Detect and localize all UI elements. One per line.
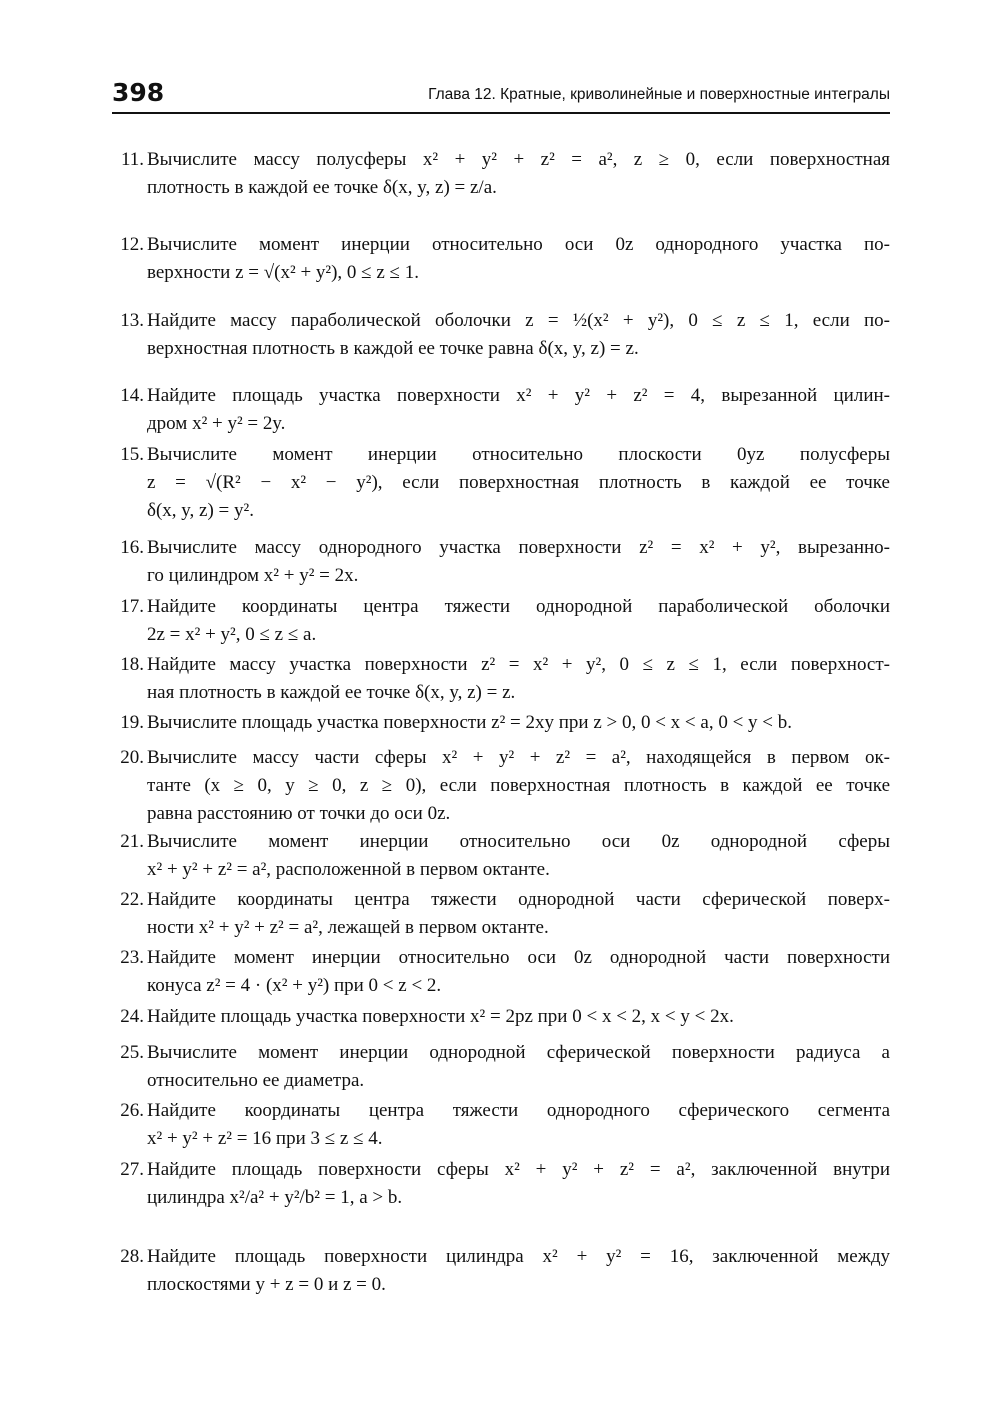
problem-number: 23. bbox=[120, 947, 144, 968]
page-number: 398 bbox=[112, 78, 165, 107]
problem-text-line: Вычислите момент инерции относительно оси 0z однородного участка по- bbox=[147, 234, 890, 255]
problem-text-line: Найдите координаты центра тяжести однородного сферического сегмента bbox=[147, 1100, 890, 1121]
problem-text bbox=[147, 146, 890, 202]
problem-text-line: Найдите площадь поверхности сферы x² + y² + z² = a², заключенной внутри bbox=[147, 1159, 890, 1180]
problem-text bbox=[147, 1097, 890, 1153]
problem-text-line: Вычислите момент инерции относительно оси 0z однородной сферы bbox=[147, 831, 890, 852]
problem-number: 28. bbox=[120, 1246, 144, 1267]
problem-text-line: Вычислите массу однородного участка поверхности z² = x² + y², вырезанно- bbox=[147, 537, 890, 558]
problem-text bbox=[147, 593, 890, 649]
problem-text-line: Найдите массу участка поверхности z² = x² + y², 0 ≤ z ≤ 1, если поверхност- bbox=[147, 654, 890, 675]
problem-text-line: цилиндра x²/a² + y²/b² = 1, a > b. bbox=[147, 1187, 403, 1208]
problem-text bbox=[147, 231, 890, 287]
problem-text bbox=[147, 1156, 890, 1212]
problem-number: 16. bbox=[120, 537, 144, 558]
problem-text bbox=[147, 709, 890, 737]
problem-text-line: ности x² + y² + z² = a², лежащей в первом октанте. bbox=[147, 917, 549, 938]
problem-number: 11. bbox=[120, 149, 144, 170]
problem-text-line: Найдите площадь участка поверхности x² = 2pz при 0 < x < 2, x < y < 2x. bbox=[147, 1006, 734, 1027]
problem-number: 24. bbox=[120, 1006, 144, 1027]
problem-text bbox=[147, 441, 890, 525]
problem-text-line: δ(x, y, z) = y². bbox=[147, 500, 254, 521]
problem-number: 21. bbox=[120, 831, 144, 852]
problem-text bbox=[147, 744, 890, 828]
problem-text-line: го цилиндром x² + y² = 2x. bbox=[147, 565, 359, 586]
problem-text-line: плоскостями y + z = 0 и z = 0. bbox=[147, 1274, 386, 1295]
problem-text-line: плотность в каждой ее точке δ(x, y, z) = z/a. bbox=[147, 177, 497, 198]
problem-text-line: Найдите площадь поверхности цилиндра x² + y² = 16, заключенной между bbox=[147, 1246, 890, 1267]
problem-text bbox=[147, 307, 890, 363]
problem-number: 17. bbox=[120, 596, 144, 617]
problem-text-line: дром x² + y² = 2y. bbox=[147, 413, 286, 434]
problem-text-line: относительно ее диаметра. bbox=[147, 1070, 365, 1091]
problem-text-line: ная плотность в каждой ее точке δ(x, y, z) = z. bbox=[147, 682, 516, 703]
problem-text bbox=[147, 886, 890, 942]
problem-number: 20. bbox=[120, 747, 144, 768]
problem-number: 25. bbox=[120, 1042, 144, 1063]
problem-number: 14. bbox=[120, 385, 144, 406]
problem-text-line: конуса z² = 4 · (x² + y²) при 0 < z < 2. bbox=[147, 975, 442, 996]
problem-text-line: Вычислите момент инерции относительно плоскости 0yz полусферы bbox=[147, 444, 890, 465]
problem-text bbox=[147, 651, 890, 707]
problem-text-line: Вычислите массу полусферы x² + y² + z² = a², z ≥ 0, если поверхностная bbox=[147, 149, 890, 170]
problem-number: 12. bbox=[120, 234, 144, 255]
problem-text bbox=[147, 1003, 890, 1031]
problem-text bbox=[147, 1039, 890, 1095]
chapter-title: Глава 12. Кратные, криволинейные и поверхностные интегралы bbox=[428, 86, 890, 103]
problem-text bbox=[147, 1243, 890, 1299]
problem-text-line: Вычислите момент инерции однородной сферической поверхности радиуса a bbox=[147, 1042, 890, 1063]
problem-number: 18. bbox=[120, 654, 144, 675]
problem-text-line: z = √(R² − x² − y²), если поверхностная плотность в каждой ее точке bbox=[147, 472, 890, 493]
problem-text-line: Найдите площадь участка поверхности x² + y² + z² = 4, вырезанной цилин- bbox=[147, 385, 890, 406]
problem-number: 19. bbox=[120, 712, 144, 733]
problem-text-line: танте (x ≥ 0, y ≥ 0, z ≥ 0), если поверхностная плотность в каждой ее точке bbox=[147, 775, 890, 796]
problem-text-line: 2z = x² + y², 0 ≤ z ≤ a. bbox=[147, 624, 317, 645]
problem-text-line: Найдите массу параболической оболочки z = ½(x² + y²), 0 ≤ z ≤ 1, если по- bbox=[147, 310, 890, 331]
problem-text-line: Найдите координаты центра тяжести однородной параболической оболочки bbox=[147, 596, 890, 617]
problem-text-line: равна расстоянию от точки до оси 0z. bbox=[147, 803, 451, 824]
problem-number: 27. bbox=[120, 1159, 144, 1180]
problem-number: 13. bbox=[120, 310, 144, 331]
problem-text-line: верхностная плотность в каждой ее точке равна δ(x, y, z) = z. bbox=[147, 338, 639, 359]
problem-number: 26. bbox=[120, 1100, 144, 1121]
problem-number: 15. bbox=[120, 444, 144, 465]
problem-text-line: верхности z = √(x² + y²), 0 ≤ z ≤ 1. bbox=[147, 262, 419, 283]
problem-text-line: x² + y² + z² = a², расположенной в первом октанте. bbox=[147, 859, 550, 880]
problem-text-line: Найдите момент инерции относительно оси 0z однородной части поверхности bbox=[147, 947, 890, 968]
problem-text bbox=[147, 534, 890, 590]
problem-text-line: Вычислите площадь участка поверхности z² = 2xy при z > 0, 0 < x < a, 0 < y < b. bbox=[147, 712, 793, 733]
problem-text-line: Найдите координаты центра тяжести однородной части сферической поверх- bbox=[147, 889, 890, 910]
problem-number: 22. bbox=[120, 889, 144, 910]
problem-text bbox=[147, 944, 890, 1000]
problem-text bbox=[147, 382, 890, 438]
problem-text-line: Вычислите массу части сферы x² + y² + z² = a², находящейся в первом ок- bbox=[147, 747, 890, 768]
problem-text bbox=[147, 828, 890, 884]
problem-text-line: x² + y² + z² = 16 при 3 ≤ z ≤ 4. bbox=[147, 1128, 383, 1149]
